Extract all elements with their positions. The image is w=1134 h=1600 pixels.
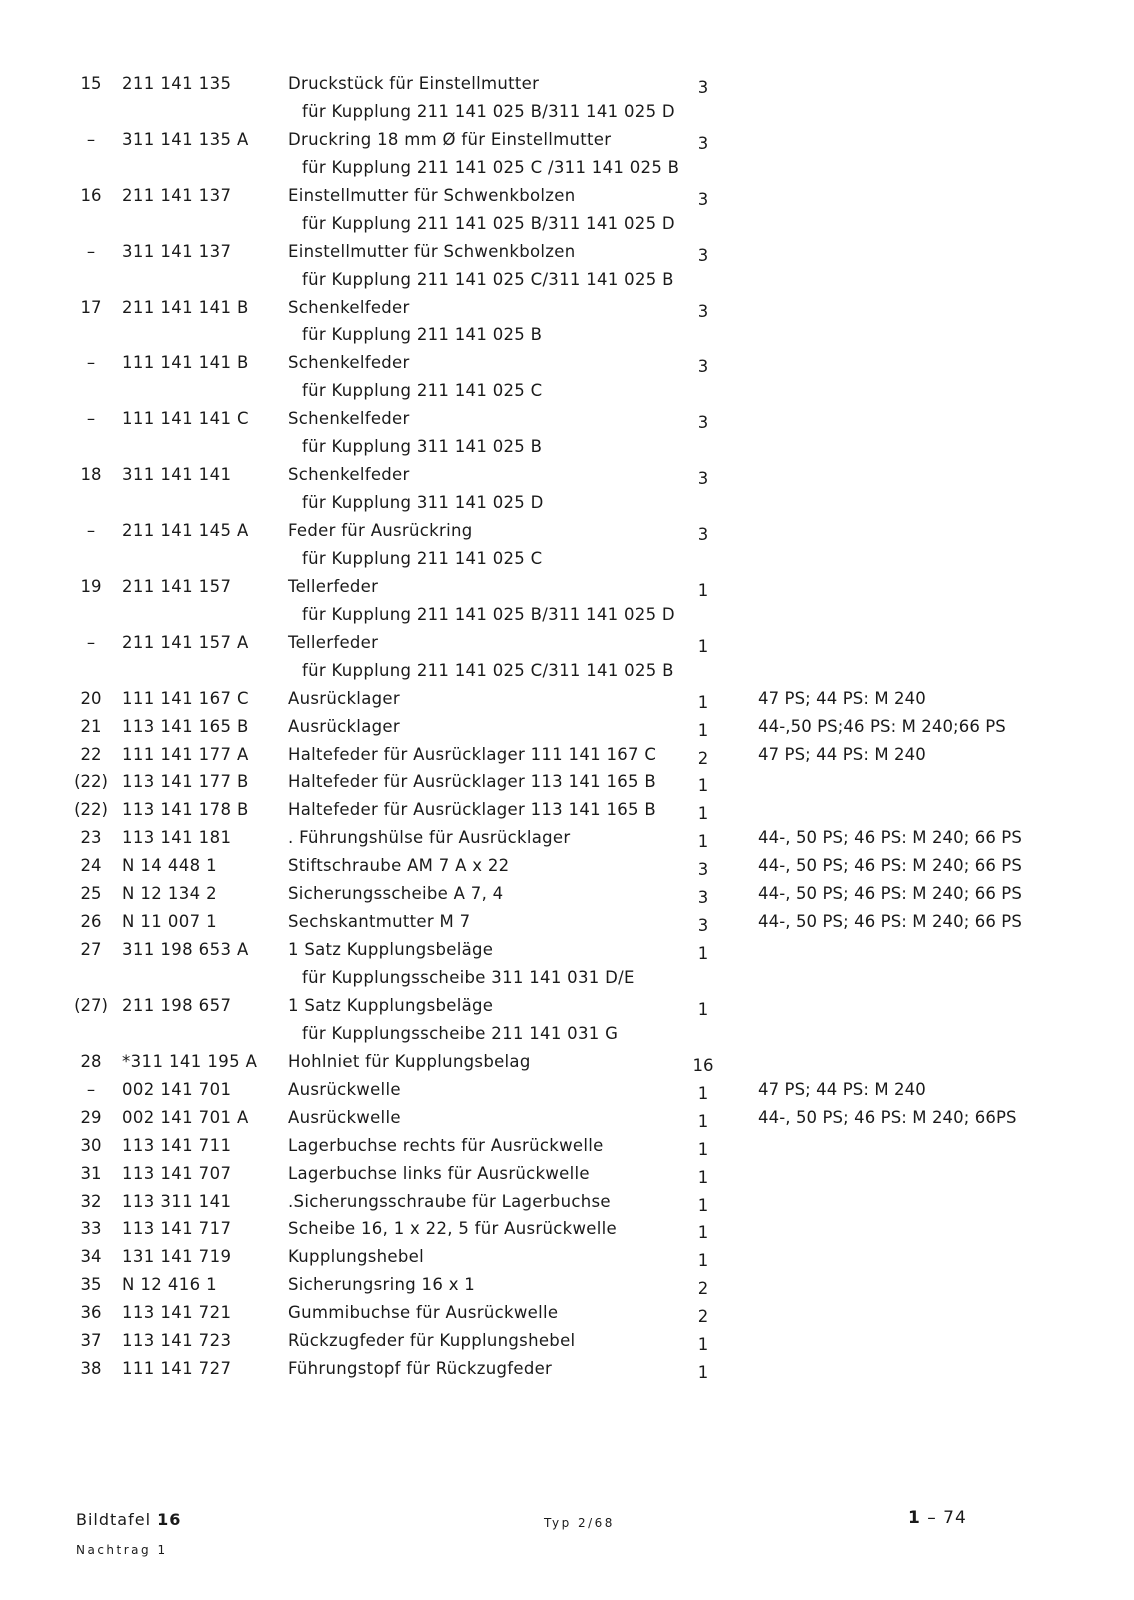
row-description-continued: für Kupplung 211 141 025 B/311 141 025 D bbox=[302, 101, 675, 121]
row-part-number: N 11 007 1 bbox=[122, 912, 218, 932]
row-part-number: N 14 448 1 bbox=[122, 856, 218, 876]
row-quantity: 2 bbox=[697, 748, 709, 768]
nachtrag-label: Nachtrag 1 bbox=[76, 1543, 168, 1557]
row-quantity: 1 bbox=[697, 1223, 709, 1243]
row-quantity: 1 bbox=[697, 692, 709, 712]
table-row bbox=[0, 936, 1134, 964]
row-part-number: 311 141 141 bbox=[122, 465, 232, 485]
row-position: – bbox=[86, 353, 96, 373]
row-part-number: 311 141 137 bbox=[122, 241, 232, 261]
row-description: Sechskantmutter M 7 bbox=[288, 912, 471, 932]
row-part-number: 113 141 165 B bbox=[122, 716, 249, 736]
row-position: – bbox=[86, 1079, 96, 1099]
row-description: Kupplungshebel bbox=[288, 1247, 424, 1267]
row-quantity: 3 bbox=[697, 525, 709, 544]
table-row bbox=[0, 517, 1134, 545]
table-row bbox=[0, 573, 1134, 601]
row-position: 27 bbox=[80, 940, 102, 960]
row-part-number: 113 141 178 B bbox=[122, 800, 249, 820]
row-description: Feder für Ausrückring bbox=[288, 521, 473, 540]
table-row-continuation bbox=[0, 210, 1134, 238]
row-quantity: 3 bbox=[697, 888, 709, 908]
table-row bbox=[0, 1104, 1134, 1132]
row-part-number: 111 141 141 B bbox=[122, 353, 249, 373]
row-position: 36 bbox=[80, 1303, 102, 1323]
bildtafel-label bbox=[76, 1510, 181, 1529]
row-position: 22 bbox=[80, 744, 102, 764]
table-row-continuation bbox=[0, 545, 1134, 573]
row-position: 30 bbox=[80, 1135, 102, 1155]
table-row bbox=[0, 1243, 1134, 1271]
row-part-number: 211 141 137 bbox=[122, 185, 232, 205]
row-part-number: 111 141 727 bbox=[122, 1359, 232, 1379]
table-row bbox=[0, 824, 1134, 852]
row-description: 1 Satz Kupplungsbeläge bbox=[288, 940, 494, 960]
row-position: 25 bbox=[80, 884, 102, 904]
row-description: Lagerbuchse rechts für Ausrückwelle bbox=[288, 1135, 604, 1155]
row-position: – bbox=[86, 521, 96, 540]
table-row-continuation bbox=[0, 377, 1134, 405]
table-row-continuation bbox=[0, 266, 1134, 294]
table-row bbox=[0, 1188, 1134, 1216]
row-description: Führungstopf für Rückzugfeder bbox=[288, 1359, 553, 1379]
row-part-number: 211 141 145 A bbox=[122, 521, 249, 540]
table-row bbox=[0, 1076, 1134, 1104]
row-part-number: 211 141 141 B bbox=[122, 297, 249, 317]
row-description: Ausrückwelle bbox=[288, 1079, 401, 1099]
row-position: (22) bbox=[74, 772, 108, 792]
row-description: Schenkelfeder bbox=[288, 409, 410, 429]
row-part-number: N 12 134 2 bbox=[122, 884, 218, 904]
row-part-number: 211 141 157 A bbox=[122, 632, 249, 652]
row-position: 34 bbox=[80, 1247, 102, 1267]
row-description-continued: für Kupplung 211 141 025 C/311 141 025 B bbox=[302, 269, 674, 289]
table-row-continuation bbox=[0, 657, 1134, 685]
row-quantity: 2 bbox=[697, 1307, 709, 1327]
row-position: 32 bbox=[80, 1191, 102, 1211]
row-description: Scheibe 16, 1 x 22, 5 für Ausrückwelle bbox=[288, 1219, 617, 1239]
row-part-number: 111 141 167 C bbox=[122, 688, 249, 708]
table-row bbox=[0, 238, 1134, 266]
row-part-number: 113 141 711 bbox=[122, 1135, 232, 1155]
row-description: Haltefeder für Ausrücklager 113 141 165 B bbox=[288, 800, 657, 820]
row-position: (22) bbox=[74, 800, 108, 820]
table-row bbox=[0, 126, 1134, 154]
table-row bbox=[0, 1215, 1134, 1243]
row-note: 47 PS; 44 PS: M 240 bbox=[758, 688, 926, 708]
row-position: 28 bbox=[80, 1051, 102, 1071]
table-row bbox=[0, 1299, 1134, 1327]
row-position: – bbox=[86, 129, 96, 149]
row-part-number: 131 141 719 bbox=[122, 1247, 232, 1267]
row-quantity: 3 bbox=[697, 413, 709, 433]
table-row bbox=[0, 1271, 1134, 1299]
table-row bbox=[0, 768, 1134, 796]
row-position: 38 bbox=[80, 1359, 102, 1379]
row-note: 44-,50 PS;46 PS: M 240;66 PS bbox=[758, 716, 1006, 736]
row-position: 35 bbox=[80, 1275, 102, 1295]
row-quantity: 1 bbox=[697, 1195, 709, 1215]
row-description-continued: für Kupplung 211 141 025 C/311 141 025 B bbox=[302, 660, 674, 680]
row-position: 26 bbox=[80, 912, 102, 932]
row-description-continued: für Kupplung 211 141 025 B/311 141 025 D bbox=[302, 604, 675, 624]
row-note: 44-, 50 PS; 46 PS: M 240; 66 PS bbox=[758, 912, 1022, 932]
table-row bbox=[0, 182, 1134, 210]
row-note: 44-, 50 PS; 46 PS: M 240; 66 PS bbox=[758, 856, 1022, 876]
row-quantity: 1 bbox=[697, 1111, 709, 1131]
row-part-number: 111 141 177 A bbox=[122, 744, 249, 764]
row-quantity: 3 bbox=[697, 916, 709, 936]
bildtafel-text: Bildtafel bbox=[76, 1510, 152, 1529]
row-part-number: 113 141 181 bbox=[122, 828, 232, 848]
row-note: 44-, 50 PS; 46 PS: M 240; 66PS bbox=[758, 1107, 1017, 1127]
table-row bbox=[0, 992, 1134, 1020]
row-description-continued: für Kupplungsscheibe 311 141 031 D/E bbox=[302, 968, 635, 987]
row-quantity: 3 bbox=[697, 357, 709, 377]
row-quantity: 1 bbox=[697, 804, 709, 824]
row-position: 19 bbox=[80, 576, 102, 596]
row-description: Tellerfeder bbox=[288, 576, 379, 596]
row-description-continued: für Kupplungsscheibe 211 141 031 G bbox=[302, 1023, 619, 1043]
table-row bbox=[0, 1048, 1134, 1076]
row-position: (27) bbox=[74, 995, 108, 1015]
row-description: Schenkelfeder bbox=[288, 465, 410, 485]
row-description: Einstellmutter für Schwenkbolzen bbox=[288, 185, 576, 205]
table-row-continuation bbox=[0, 601, 1134, 629]
table-row bbox=[0, 796, 1134, 824]
row-quantity: 1 bbox=[697, 832, 709, 852]
row-quantity: 1 bbox=[697, 580, 709, 600]
row-description: Hohlniet für Kupplungsbelag bbox=[288, 1051, 531, 1071]
row-quantity: 1 bbox=[697, 1335, 709, 1355]
row-part-number: 113 141 707 bbox=[122, 1163, 232, 1183]
table-row bbox=[0, 852, 1134, 880]
row-quantity: 3 bbox=[697, 78, 709, 97]
table-row bbox=[0, 294, 1134, 322]
table-row bbox=[0, 1132, 1134, 1160]
row-quantity: 3 bbox=[697, 469, 709, 489]
typ-label: Typ 2/68 bbox=[544, 1516, 615, 1530]
row-description: Einstellmutter für Schwenkbolzen bbox=[288, 241, 576, 261]
table-row bbox=[0, 1327, 1134, 1355]
row-part-number: 311 198 653 A bbox=[122, 940, 249, 960]
row-quantity: 1 bbox=[697, 636, 709, 656]
table-row bbox=[0, 880, 1134, 908]
row-part-number: 211 141 157 bbox=[122, 576, 232, 596]
table-row bbox=[0, 685, 1134, 713]
row-part-number: *311 141 195 A bbox=[122, 1051, 258, 1071]
table-row bbox=[0, 405, 1134, 433]
row-position: 16 bbox=[80, 185, 102, 205]
row-description: . Führungshülse für Ausrücklager bbox=[288, 828, 571, 848]
row-quantity: 3 bbox=[697, 133, 709, 153]
row-note: 44-, 50 PS; 46 PS: M 240; 66 PS bbox=[758, 884, 1022, 904]
row-description: Gummibuchse für Ausrückwelle bbox=[288, 1303, 559, 1323]
row-part-number: 211 141 135 bbox=[122, 74, 232, 93]
row-description: Schenkelfeder bbox=[288, 353, 410, 373]
table-row bbox=[0, 629, 1134, 657]
table-row bbox=[0, 70, 1134, 98]
row-position: 21 bbox=[80, 716, 102, 736]
row-part-number: 113 311 141 bbox=[122, 1191, 232, 1211]
page-number bbox=[908, 1508, 967, 1528]
row-description: 1 Satz Kupplungsbeläge bbox=[288, 995, 494, 1015]
row-position: – bbox=[86, 632, 96, 652]
table-row bbox=[0, 349, 1134, 377]
row-description-continued: für Kupplung 211 141 025 C /311 141 025 B bbox=[302, 157, 680, 177]
row-description: Sicherungsring 16 x 1 bbox=[288, 1275, 476, 1295]
table-row bbox=[0, 1355, 1134, 1383]
row-quantity: 3 bbox=[697, 189, 709, 209]
row-description-continued: für Kupplung 211 141 025 C bbox=[302, 548, 543, 568]
row-note: 47 PS; 44 PS: M 240 bbox=[758, 1079, 926, 1099]
row-description: Haltefeder für Ausrücklager 113 141 165 B bbox=[288, 772, 657, 792]
row-position: 20 bbox=[80, 688, 102, 708]
page-number-suffix: – 74 bbox=[927, 1508, 967, 1528]
table-row-continuation bbox=[0, 154, 1134, 182]
row-description-continued: für Kupplung 211 141 025 B/311 141 025 D bbox=[302, 213, 675, 233]
row-description-continued: für Kupplung 311 141 025 B bbox=[302, 437, 543, 457]
row-position: – bbox=[86, 241, 96, 261]
row-description: Druckstück für Einstellmutter bbox=[288, 74, 540, 93]
row-description: Sicherungsscheibe A 7, 4 bbox=[288, 884, 504, 904]
row-description-continued: für Kupplung 311 141 025 D bbox=[302, 493, 544, 513]
row-description: Rückzugfeder für Kupplungshebel bbox=[288, 1331, 576, 1351]
table-row bbox=[0, 908, 1134, 936]
page-number-main: 1 bbox=[908, 1508, 921, 1528]
row-position: – bbox=[86, 409, 96, 429]
row-quantity: 1 bbox=[697, 1083, 709, 1103]
table-row-continuation bbox=[0, 321, 1134, 349]
table-row bbox=[0, 1160, 1134, 1188]
row-description-continued: für Kupplung 211 141 025 B bbox=[302, 325, 543, 345]
table-row-continuation bbox=[0, 98, 1134, 126]
row-description: Druckring 18 mm Ø für Einstellmutter bbox=[288, 129, 612, 149]
row-position: 29 bbox=[80, 1107, 102, 1127]
table-row-continuation bbox=[0, 964, 1134, 992]
row-description: Ausrücklager bbox=[288, 688, 400, 708]
row-note: 47 PS; 44 PS: M 240 bbox=[758, 744, 926, 764]
table-row-continuation bbox=[0, 433, 1134, 461]
row-quantity: 1 bbox=[697, 720, 709, 740]
row-quantity: 1 bbox=[697, 1167, 709, 1187]
row-description-continued: für Kupplung 211 141 025 C bbox=[302, 381, 543, 401]
table-row bbox=[0, 713, 1134, 741]
row-quantity: 1 bbox=[697, 1363, 709, 1383]
bildtafel-number: 16 bbox=[157, 1510, 182, 1529]
row-position: 15 bbox=[80, 74, 102, 93]
row-position: 23 bbox=[80, 828, 102, 848]
row-part-number: 002 141 701 bbox=[122, 1079, 232, 1099]
table-row-continuation bbox=[0, 489, 1134, 517]
row-description: Ausrücklager bbox=[288, 716, 400, 736]
row-position: 17 bbox=[80, 297, 102, 317]
row-quantity: 3 bbox=[697, 245, 709, 265]
table-row-continuation bbox=[0, 1020, 1134, 1048]
row-part-number: N 12 416 1 bbox=[122, 1275, 218, 1295]
row-part-number: 002 141 701 A bbox=[122, 1107, 249, 1127]
row-position: 31 bbox=[80, 1163, 102, 1183]
row-quantity: 1 bbox=[697, 999, 709, 1019]
row-part-number: 111 141 141 C bbox=[122, 409, 249, 429]
row-position: 18 bbox=[80, 465, 102, 485]
row-part-number: 113 141 717 bbox=[122, 1219, 232, 1239]
row-quantity: 1 bbox=[697, 944, 709, 964]
row-part-number: 113 141 723 bbox=[122, 1331, 232, 1351]
row-description: Stiftschraube AM 7 A x 22 bbox=[288, 856, 510, 876]
row-quantity: 1 bbox=[697, 1139, 709, 1159]
row-description: Schenkelfeder bbox=[288, 297, 410, 317]
row-description: Tellerfeder bbox=[288, 632, 379, 652]
row-part-number: 113 141 721 bbox=[122, 1303, 232, 1323]
row-note: 44-, 50 PS; 46 PS: M 240; 66 PS bbox=[758, 828, 1022, 848]
row-description: Ausrückwelle bbox=[288, 1107, 401, 1127]
row-description: .Sicherungsschraube für Lagerbuchse bbox=[288, 1191, 611, 1211]
row-position: 37 bbox=[80, 1331, 102, 1351]
row-part-number: 311 141 135 A bbox=[122, 129, 249, 149]
row-quantity: 2 bbox=[697, 1279, 709, 1299]
row-quantity: 3 bbox=[697, 860, 709, 880]
row-quantity: 16 bbox=[692, 1055, 714, 1075]
row-quantity: 1 bbox=[697, 1251, 709, 1271]
row-quantity: 3 bbox=[697, 301, 709, 321]
parts-table bbox=[0, 70, 1134, 1383]
table-row bbox=[0, 741, 1134, 769]
row-position: 33 bbox=[80, 1219, 102, 1239]
table-row bbox=[0, 461, 1134, 489]
row-description: Haltefeder für Ausrücklager 111 141 167 C bbox=[288, 744, 657, 764]
row-position: 24 bbox=[80, 856, 102, 876]
row-part-number: 211 198 657 bbox=[122, 995, 232, 1015]
row-description: Lagerbuchse links für Ausrückwelle bbox=[288, 1163, 590, 1183]
row-quantity: 1 bbox=[697, 776, 709, 796]
row-part-number: 113 141 177 B bbox=[122, 772, 249, 792]
